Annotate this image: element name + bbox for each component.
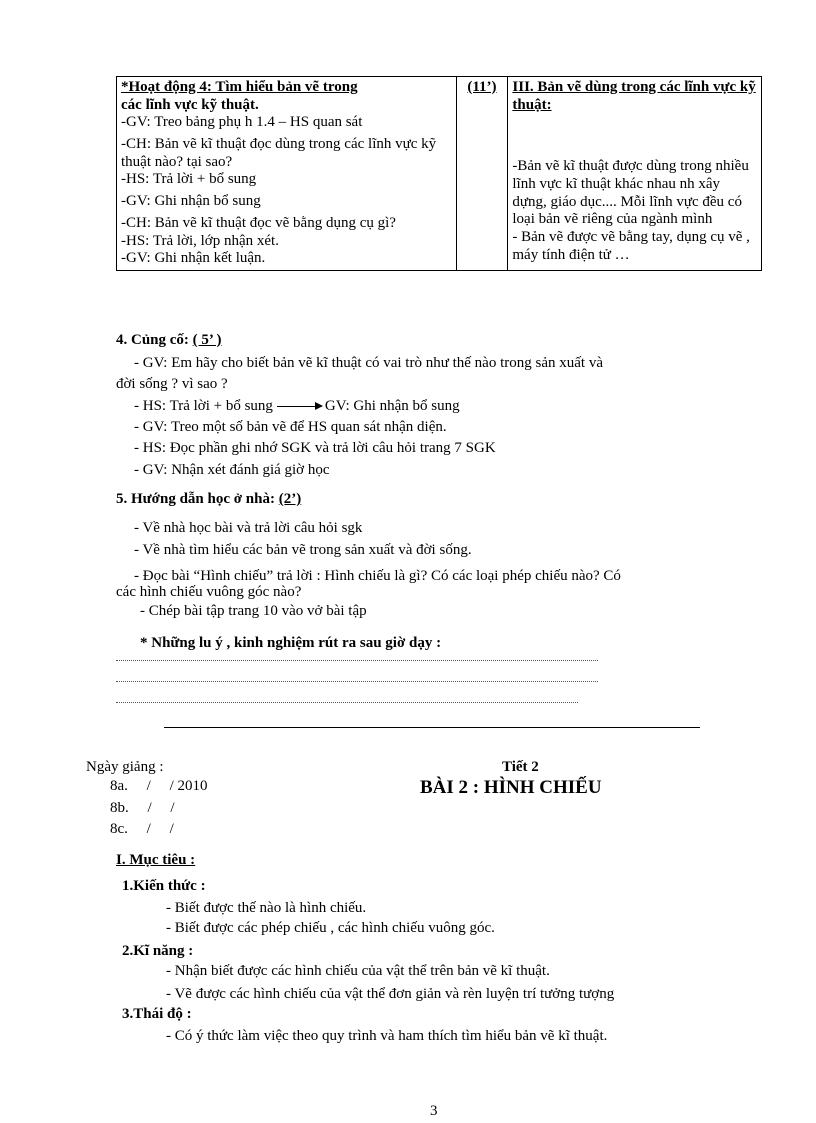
cungco-line: đời sống ? vì sao ? xyxy=(116,376,228,392)
page-number: 3 xyxy=(430,1103,438,1119)
schedule-row: 8c. / / xyxy=(110,821,174,837)
huongdan-line: các hình chiếu vuông góc nào? xyxy=(116,584,302,600)
cungco-line: - HS: Trả lời + bổ sung GV: Ghi nhận bổ sung xyxy=(134,398,460,414)
activity-line: -GV: Ghi nhận kết luận. xyxy=(121,250,266,267)
cungco-line: - GV: Treo một số bản vẽ để HS quan sát nhận diện. xyxy=(134,419,447,435)
objective-item: - Có ý thức làm việc theo quy trình và ham thích tìm hiểu bản vẽ kĩ thuật. xyxy=(166,1028,608,1044)
activity-time: (11’) xyxy=(456,77,508,271)
content-text: - Bản vẽ được vẽ bằng tay, dụng cụ vẽ , máy tính điện tử … xyxy=(512,229,750,263)
activity-line: -CH: Bản vẽ kĩ thuật đọc dùng trong các lĩnh vực kỹ thuật nào? tại sao? xyxy=(121,136,437,170)
activity-line: -HS: Trả lời, lớp nhận xét. xyxy=(121,232,279,249)
notes-line xyxy=(116,660,598,661)
section-divider xyxy=(164,727,700,728)
skills-heading: 2.Kĩ năng : xyxy=(122,943,194,959)
objective-item: - Biết được các phép chiếu , các hình chiếu vuông góc. xyxy=(166,920,495,936)
objective-item: - Nhận biết được các hình chiếu của vật thể trên bản vẽ kĩ thuật. xyxy=(166,963,550,979)
activity-line: -HS: Trả lời + bổ sung xyxy=(121,171,257,188)
huongdan-line: - Về nhà học bài và trả lời câu hỏi sgk xyxy=(134,520,363,536)
lesson-title: BÀI 2 : HÌNH CHIẾU xyxy=(420,777,602,798)
activity-heading-cont: các lĩnh vực kỹ thuật. xyxy=(121,96,259,113)
activity-heading: *Hoạt động 4: Tìm hiểu bản vẽ trong xyxy=(121,79,358,95)
content-column xyxy=(508,77,762,271)
huongdan-heading: 5. Hướng dẫn học ở nhà: (2’) xyxy=(116,491,302,507)
teacher-student-activities xyxy=(117,77,457,271)
objectives-heading: I. Mục tiêu : xyxy=(116,852,196,868)
activity-line: -CH: Bản vẽ kĩ thuật đọc vẽ bằng dụng cụ gì? xyxy=(121,214,396,231)
notes-line xyxy=(116,702,578,703)
huongdan-line: - Về nhà tìm hiểu các bản vẽ trong sản xuất và đời sống. xyxy=(134,542,472,558)
arrow-icon xyxy=(277,406,321,407)
content-title: III. Bản vẽ dùng trong các lĩnh vực kỹ thuật: xyxy=(512,79,756,113)
attitude-heading: 3.Thái độ : xyxy=(122,1006,192,1022)
schedule-row: 8b. / / xyxy=(110,800,175,816)
knowledge-heading: 1.Kiến thức : xyxy=(122,878,206,894)
huongdan-line: - Chép bài tập trang 10 vào vở bài tập xyxy=(140,603,367,619)
content-text: -Bản vẽ kĩ thuật được dùng trong nhiều lĩnh vực kĩ thuật khác nhau nh xây dựng, giáo dục.... Mỗi lĩnh vực đều có loại bản vẽ riêng của ngành mình xyxy=(512,158,749,228)
schedule-label: Ngày giảng : xyxy=(86,759,164,775)
huongdan-line: - Đọc bài “Hình chiếu” trả lời : Hình chiếu là gì? Có các loại phép chiếu nào? Có xyxy=(134,568,621,584)
objective-item: - Vẽ được các hình chiếu của vật thể đơn giản và rèn luyện trí tưởng tượng xyxy=(166,986,615,1002)
objective-item: - Biết được thế nào là hình chiếu. xyxy=(166,900,367,916)
cungco-line: - HS: Đọc phần ghi nhớ SGK và trả lời câu hỏi trang 7 SGK xyxy=(134,440,496,456)
cungco-line: - GV: Em hãy cho biết bản vẽ kĩ thuật có vai trò như thế nào trong sản xuất và xyxy=(134,355,603,371)
activity-line: -GV: Ghi nhận bổ sung xyxy=(121,193,261,210)
cungco-line: - GV: Nhận xét đánh giá giờ học xyxy=(134,462,330,478)
notes-heading: * Những lu ý , kinh nghiệm rút ra sau giờ dạy : xyxy=(140,635,442,651)
lesson-period: Tiết 2 xyxy=(502,759,539,775)
schedule-row: 8a. / / 2010 xyxy=(110,778,208,794)
notes-line xyxy=(116,681,598,682)
activity-line: -GV: Treo bảng phụ h 1.4 – HS quan sát xyxy=(121,114,363,131)
activity-table xyxy=(116,76,762,271)
cungco-heading: 4. Củng cố: ( 5’ ) xyxy=(116,332,222,348)
